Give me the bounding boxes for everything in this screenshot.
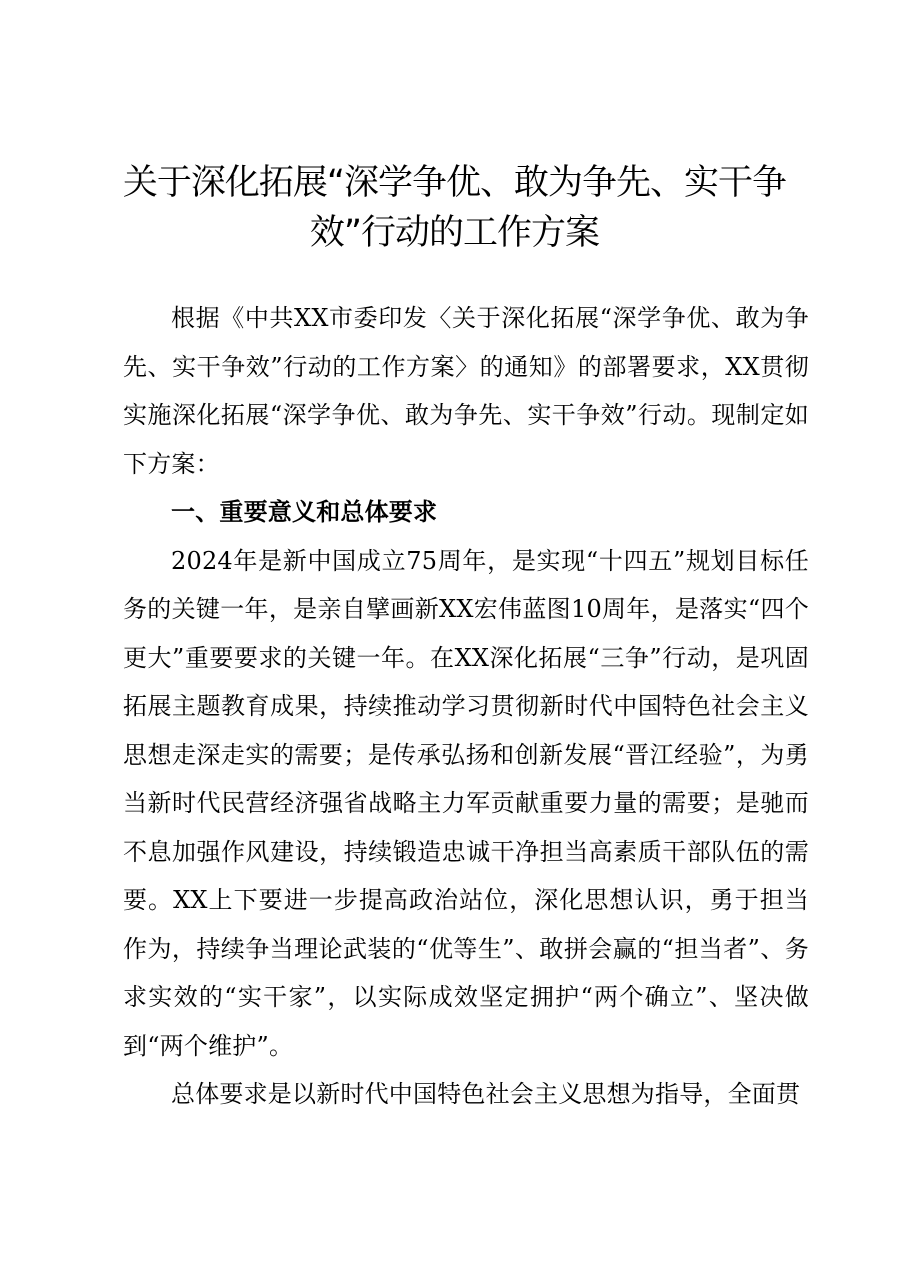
document-title <box>100 158 809 258</box>
document-body <box>123 294 809 1119</box>
paragraph-significance: 2024年是新中国成立75周年，是实现“十四五”规划目标任务的关键一年，是亲自擘画新XX宏伟蓝图10周年，是落实“四个更大”重要要求的关键一年。在XX深化拓展“三争”行动，是巩固拓展主题教育成果，持续推动学习贯彻新时代中国特色社会主义思想走深走实的需要；是传承弘扬和创新发展“晋江经验”，为勇当新时代民营经济强省战略主力军贡献重要力量的需要；是驰而不息加强作风建设，持续锻造忠诚干净担当高素质干部队伍的需要。XX上下要进一步提高政治站位，深化思想认识，勇于担当作为，持续争当理论武装的“优等生”、敢拼会赢的“担当者”、务求实效的“实干家”，以实际成效坚定拥护“两个确立”、坚决做到“两个维护”。 <box>123 546 809 1060</box>
title-line-2: 效”行动的工作方案 <box>309 213 600 253</box>
paragraph-overall-requirements: 总体要求是以新时代中国特色社会主义思想为指导，全面贯 <box>171 1080 801 1108</box>
paragraph-intro: 根据《中共XX市委印发〈关于深化拓展“深学争优、敢为争先、实干争效”行动的工作方案〉的通知》的部署要求，XX贯彻实施深化拓展“深学争优、敢为争先、实干争效”行动。现制定如下方案： <box>123 304 809 478</box>
section-heading-1: 一、重要意义和总体要求 <box>171 498 438 526</box>
title-line-1: 关于深化拓展“深学争优、敢为争先、实干争 <box>122 163 787 203</box>
